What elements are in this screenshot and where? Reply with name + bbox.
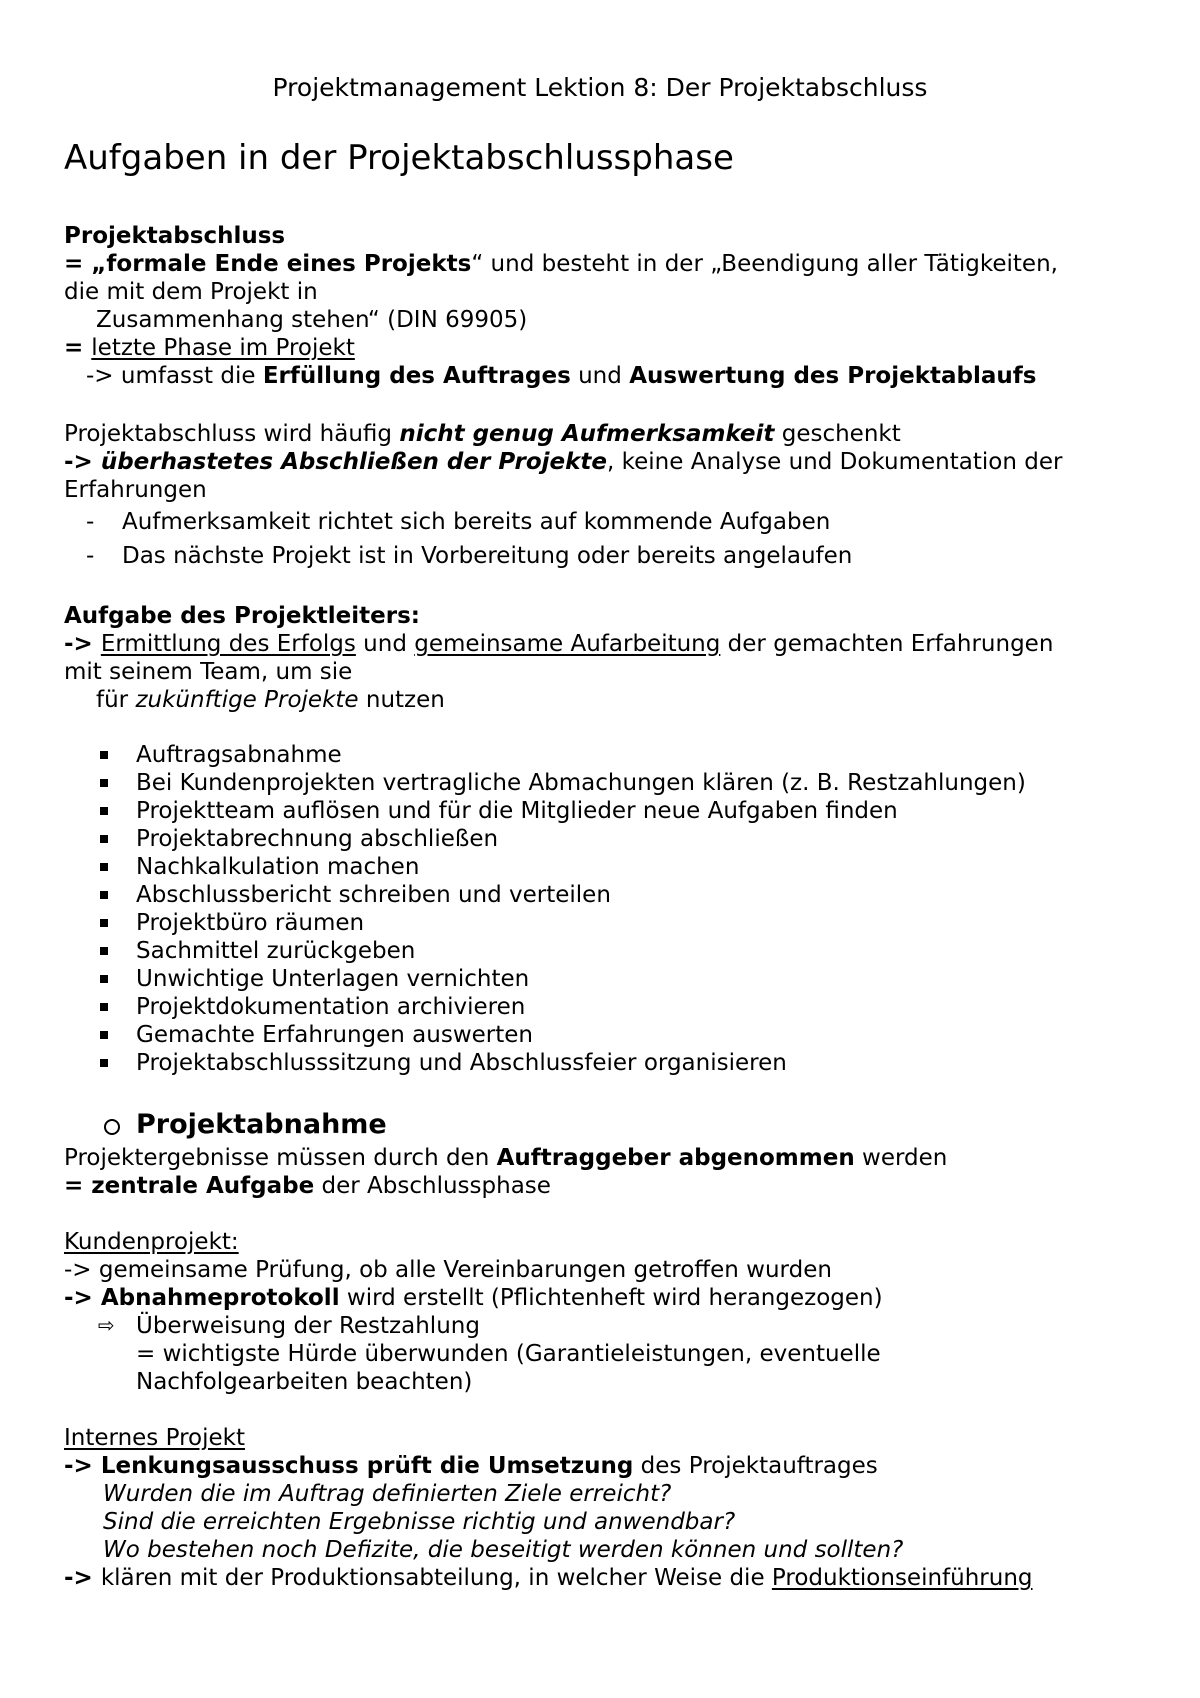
internes-projekt-line-2: -> klären mit der Produktionsabteilung, in welcher Weise die Produktionseinführung xyxy=(64,1565,1033,1591)
definition-line-3: Zusammenhang stehen“ (DIN 69905) xyxy=(96,307,528,333)
kundenprojekt-heading: Kundenprojekt: xyxy=(64,1229,239,1255)
rushed-closure-line: -> überhastetes Abschließen der Projekte, keine Analyse und Dokumentation der xyxy=(64,449,1063,475)
question-line: Wurden die im Auftrag definierten Ziele erreicht? xyxy=(103,1481,672,1507)
task-line: -> Ermittlung des Erfolgs und gemeinsame Aufarbeitung der gemachten Erfahrungen xyxy=(64,631,1054,657)
page-header: Projektmanagement Lektion 8: Der Projektabschluss xyxy=(272,73,928,102)
attention-line: Projektabschluss wird häufig nicht genug Aufmerksamkeit geschenkt xyxy=(64,421,901,447)
document-title: Aufgaben in der Projektabschlussphase xyxy=(64,138,734,178)
internes-projekt-line: -> Lenkungsausschuss prüft die Umsetzung des Projektauftrages xyxy=(64,1453,878,1479)
outline-arrow-right-icon: ⇨ xyxy=(98,1313,115,1337)
question-line: Sind die erreichten Ergebnisse richtig und anwendbar? xyxy=(103,1509,736,1535)
task-line-3: für zukünftige Projekte nutzen xyxy=(96,687,445,713)
circle-bullet-icon xyxy=(104,1119,120,1135)
definition-line-2: die mit dem Projekt in xyxy=(64,279,318,305)
internes-projekt-heading: Internes Projekt xyxy=(64,1425,245,1451)
definition-line: = „formale Ende eines Projekts“ und besteht in der „Beendigung aller Tätigkeiten, xyxy=(64,251,1058,277)
rushed-closure-line-2: Erfahrungen xyxy=(64,477,207,503)
acceptance-line-2: = zentrale Aufgabe der Abschlussphase xyxy=(64,1173,551,1199)
section-heading-projektabschluss: Projektabschluss xyxy=(64,223,286,249)
question-line: Wo bestehen noch Defizite, die beseitigt werden können und sollten? xyxy=(103,1537,904,1563)
kundenprojekt-line-5: Nachfolgearbeiten beachten) xyxy=(136,1369,473,1395)
task-line-2: mit seinem Team, um sie xyxy=(64,659,353,685)
kundenprojekt-line-2: -> Abnahmeprotokoll wird erstellt (Pflichtenheft wird herangezogen) xyxy=(64,1285,883,1311)
acceptance-line: Projektergebnisse müssen durch den Auftraggeber abgenommen werden xyxy=(64,1145,948,1171)
section-heading-projektleiter: Aufgabe des Projektleiters: xyxy=(64,603,420,629)
definition-line-5: -> umfasst die Erfüllung des Auftrages und Auswertung des Projektablaufs xyxy=(86,363,1037,389)
document-page: Projektmanagement Lektion 8: Der Projektabschluss Aufgaben in der Projektabschlussphase Projektabschluss = „formale Ende eines Projekts“ und besteht in der „Beendigung aller Tätigkeiten, die mit dem Projekt in Zusammenhang stehen“ (DIN 69905) = letzte Phase im Projekt -> umfasst die Erfüllung des Auftrages und Auswertung des Projektablaufs Projektabschluss wird häufig nicht genug Aufmerksamkeit geschenkt -> überhastetes Abschließen der Projekte, keine Analyse und Dokumentation der Erfahrungen - Aufmerksamkeit richtet sich bereits auf kommende Aufgaben - Das nächste Projekt ist in Vorbereitung oder bereits angelaufen Aufgabe des Projektleiters: -> Ermittlung des Erfolgs und gemeinsame Aufarbeitung der gemachten Erfahrungen mit seinem Team, um sie für zukünftige Projekte nutzen Auftragsabnahme Bei Kundenprojekten vertragliche Abmachungen klären (z. B. Restzahlungen) Projektteam auflösen und für die Mitglieder neue Aufgaben finden Projektabrechnung abschließen Nachkalkulation machen Abschlussbericht schreiben und verteilen Projektbüro räumen Sachmittel zurückgeben Unwichtige Unterlagen vernichten Projektdokumentation archivieren Gemachte Erfahrungen auswerten Projektabschlusssitzung und Abschlussfeier organisieren Projektabnahme Projektergebnisse müssen durch den Auftraggeber abgenommen werden = zentrale Aufgabe der Abschlussphase Kundenprojekt: -> gemeinsame Prüfung, ob alle Vereinbarungen getroffen wurden -> Abnahmeprotokoll wird erstellt (Pflichtenheft wird herangezogen) ⇨ Überweisung der Restzahlung = wichtigste Hürde überwunden (Garantieleistungen, eventuelle Nachfolgearbeiten beachten) Internes Projekt -> Lenkungsausschuss prüft die Umsetzung des Projektauftrages Wurden die im Auftrag definierten Ziele erreicht? Sind die erreichten Ergebnisse richtig und anwendbar? Wo bestehen noch Defizite, die beseitigt werden können und sollten? -> klären mit der Produktionsabteilung, in welcher Weise die Produktionseinführung xyxy=(0,0,1200,1698)
definition-line-4: = letzte Phase im Projekt xyxy=(64,335,355,361)
kundenprojekt-line: -> gemeinsame Prüfung, ob alle Vereinbarungen getroffen wurden xyxy=(64,1257,832,1283)
kundenprojekt-line-4: = wichtigste Hürde überwunden (Garantieleistungen, eventuelle xyxy=(136,1341,881,1367)
